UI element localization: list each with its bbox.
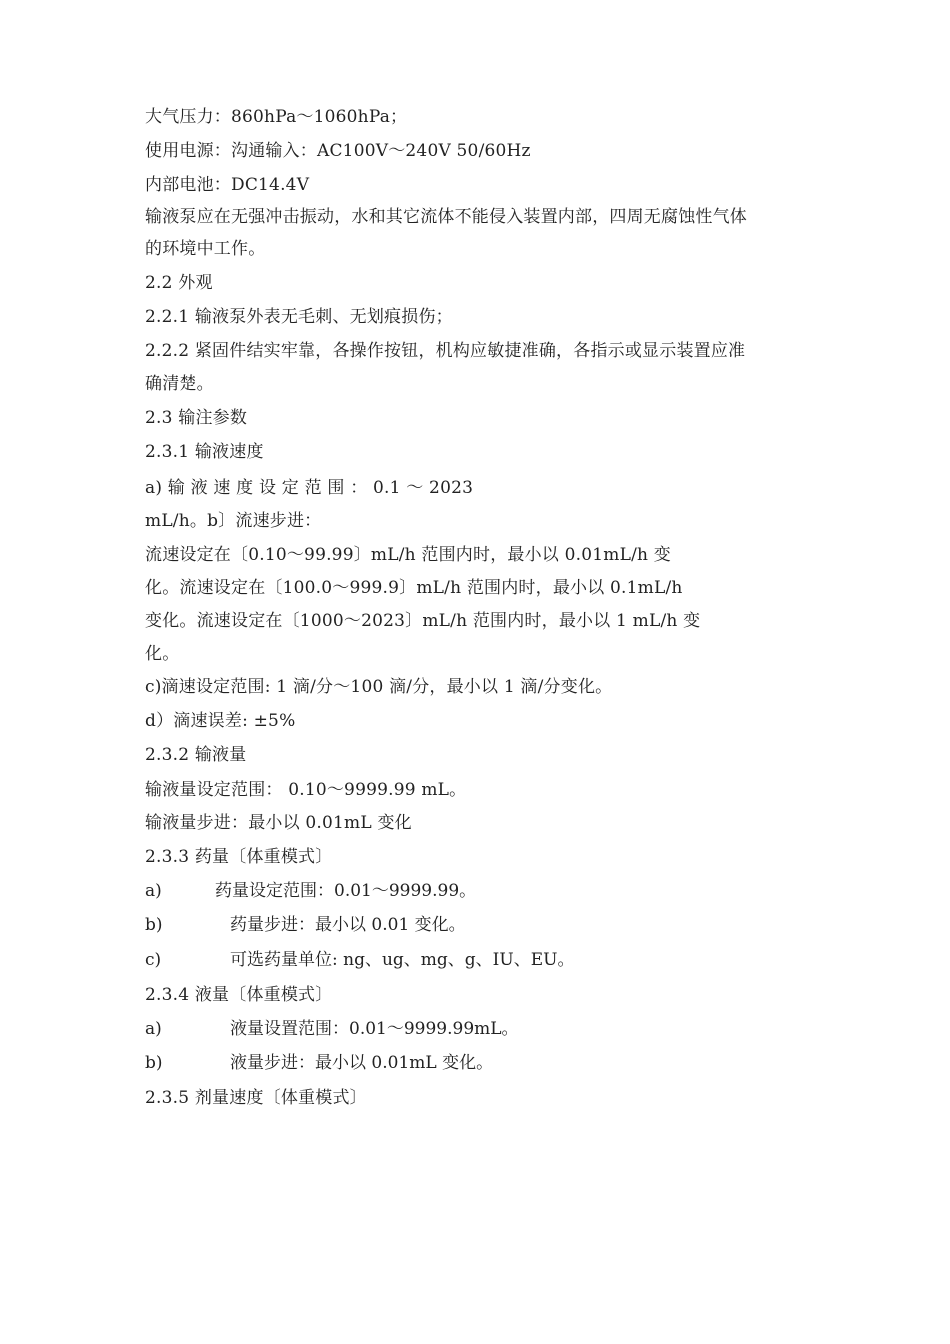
battery-line: 内部电池：DC14.4V	[145, 175, 310, 195]
subsection-heading-dose-rate: 2.3.5 剂量速度〔体重模式〕	[145, 1088, 367, 1108]
volume-range-line: 输液量设定范围： 0.10～9999.99 mL。	[145, 780, 467, 800]
dose-item-a-marker: a)	[145, 881, 162, 901]
rate-step-paragraph-line-4: 化。	[145, 644, 180, 664]
rate-range-line: a) 输 液 速 度 设 定 范 围 ： 0.1 ～ 2023	[145, 478, 474, 498]
section-heading-appearance: 2.2 外观	[145, 273, 213, 293]
drip-rate-range-line: c)滴速设定范围: 1 滴/分～100 滴/分，最小以 1 滴/分变化。	[145, 677, 613, 697]
dose-item-b-marker: b)	[145, 915, 163, 935]
subsection-heading-dose: 2.3.3 药量〔体重模式〕	[145, 847, 333, 867]
power-line: 使用电源：沟通输入：AC100V～240V 50/60Hz	[145, 141, 531, 161]
rate-step-paragraph-line-1: 流速设定在〔0.10～99.99〕mL/h 范围内时，最小以 0.01mL/h 变	[145, 545, 671, 565]
volume-item-b-text: 液量步进：最小以 0.01mL 变化。	[230, 1053, 494, 1073]
volume-step-line: 输液量步进：最小以 0.01mL 变化	[145, 813, 412, 833]
subsection-heading-infusion-volume: 2.3.2 输液量	[145, 745, 247, 765]
subsection-heading-volume-weight: 2.3.4 液量〔体重模式〕	[145, 985, 333, 1005]
rate-step-paragraph-line-3: 变化。流速设定在〔1000～2023〕mL/h 范围内时，最小以 1 mL/h 变	[145, 611, 701, 631]
rate-step-line: mL/h。b〕流速步进：	[145, 511, 322, 531]
volume-item-b-marker: b)	[145, 1053, 163, 1073]
appearance-item-2-line-1: 2.2.2 紧固件结实牢靠，各操作按钮，机构应敏捷准确，各指示或显示装置应准	[145, 341, 746, 361]
appearance-item-2-line-2: 确清楚。	[145, 374, 214, 394]
dose-item-c-text: 可选药量单位: ng、ug、mg、g、IU、EU。	[230, 950, 575, 970]
drip-rate-error-line: d）滴速误差: ±5%	[145, 711, 296, 731]
volume-item-a-marker: a)	[145, 1019, 162, 1039]
section-heading-infusion-params: 2.3 输注参数	[145, 408, 248, 428]
dose-item-b-text: 药量步进：最小以 0.01 变化。	[230, 915, 466, 935]
volume-item-a-text: 液量设置范围：0.01～9999.99mL。	[230, 1019, 519, 1039]
subsection-heading-infusion-rate: 2.3.1 输液速度	[145, 442, 264, 462]
appearance-item-1: 2.2.1 输液泵外表无毛刺、无划痕损伤；	[145, 307, 453, 327]
dose-item-a-text: 药量设定范围：0.01～9999.99。	[215, 881, 477, 901]
pressure-line: 大气压力：860hPa～1060hPa；	[145, 107, 408, 127]
rate-step-paragraph-line-2: 化。流速设定在〔100.0～999.9〕mL/h 范围内时，最小以 0.1mL/h	[145, 578, 683, 598]
environment-paragraph-line-2: 的环境中工作。	[145, 239, 266, 259]
environment-paragraph-line-1: 输液泵应在无强冲击振动，水和其它流体不能侵入装置内部，四周无腐蚀性气体	[145, 207, 747, 227]
dose-item-c-marker: c)	[145, 950, 162, 970]
